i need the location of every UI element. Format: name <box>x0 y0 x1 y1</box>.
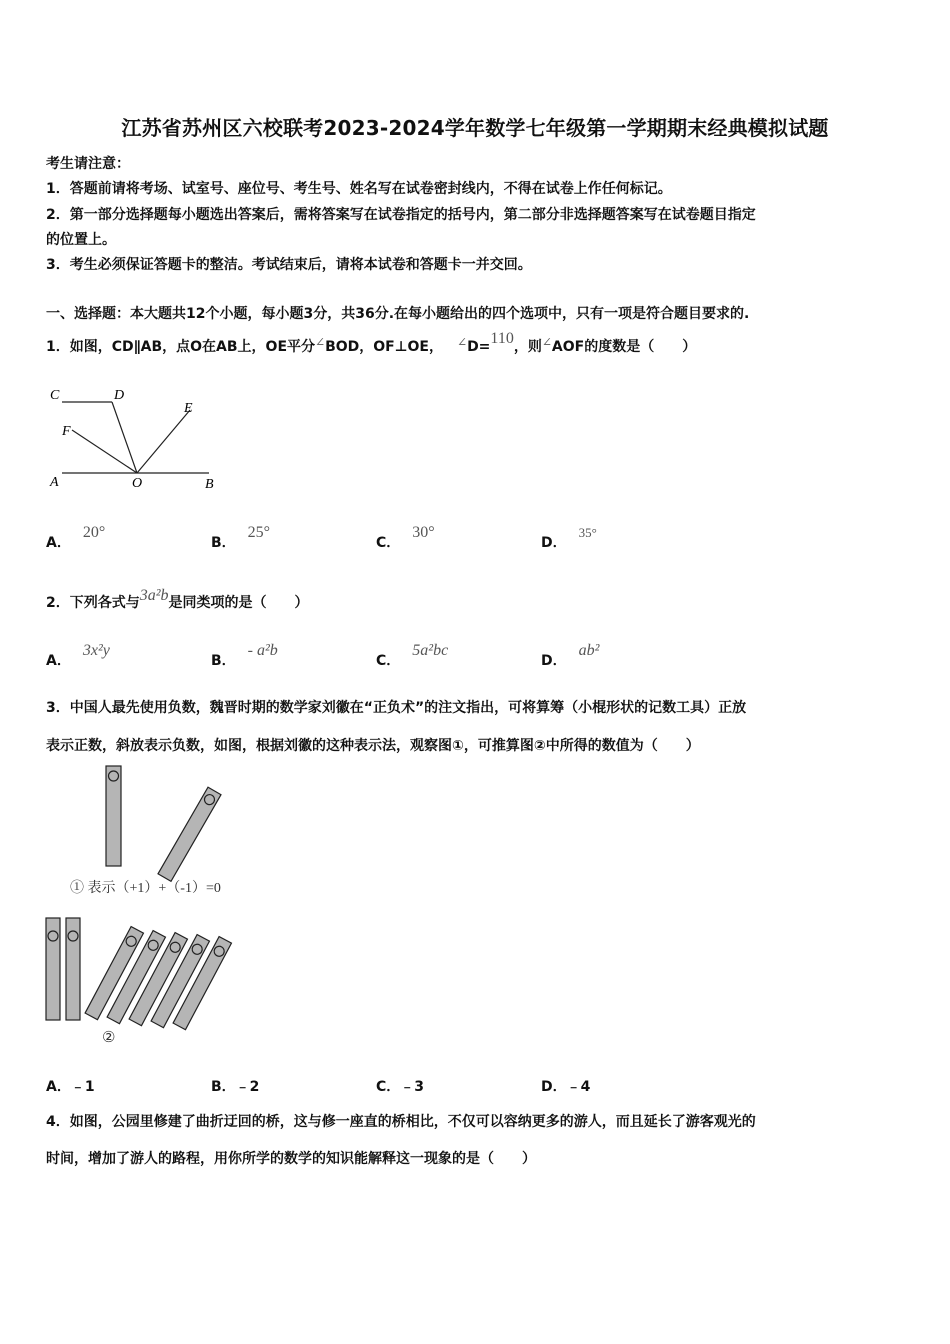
angle-symbol: ∠ <box>541 335 552 349</box>
q2-text-2: 是同类项的是（ ） <box>168 595 309 611</box>
angle-symbol: ∠ <box>315 335 326 349</box>
notice-item-2: 2．第一部分选择题每小题选出答案后，需将答案写在试卷指定的括号内，第二部分非选择题答案写在试卷题目指定 <box>46 207 756 223</box>
label-a: A <box>50 475 59 490</box>
q2-option-a[interactable]: A．3x²y <box>46 642 110 669</box>
question-3-line-1: 3．中国人最先使用负数，魏晋时期的数学家刘徽在“正负术”的注文指出，可将算筹（小棍形状的记数工具）正放 <box>46 700 747 716</box>
label-c: C <box>50 388 60 403</box>
q3-figure-2 <box>40 912 260 1047</box>
q3-option-c[interactable]: C．﹣3 <box>376 1079 425 1095</box>
angle-symbol: ∠ <box>457 335 468 349</box>
q2-option-b-value: - a²b <box>247 642 278 659</box>
q2-option-d-value: ab² <box>578 642 600 659</box>
notice-item-3: 3．考生必须保证答题卡的整洁。考试结束后，请将本试卷和答题卡一并交回。 <box>46 257 532 273</box>
q1-option-b[interactable]: B．25° <box>211 524 271 551</box>
q3-option-a-value: ﹣1 <box>70 1079 95 1095</box>
notice-heading: 考生请注意： <box>46 156 130 172</box>
figure-2-caption: ② <box>102 1030 116 1046</box>
q1-geometry-figure <box>44 380 234 495</box>
label-o: O <box>132 476 143 491</box>
section-heading: 一、选择题：本大题共12个小题，每小题3分，共36分.在每小题给出的四个选项中，只有一项是符合题目要求的. <box>46 306 750 322</box>
q1-option-d[interactable]: D．35° <box>541 525 597 551</box>
question-2-stem <box>46 585 309 611</box>
q2-option-c[interactable]: C．5a²bc <box>376 642 449 669</box>
q1-text-2: BOD，OF⊥OE， <box>325 339 443 355</box>
line-oe <box>137 410 190 473</box>
line-od <box>112 402 137 473</box>
q3-option-a[interactable]: A．﹣1 <box>46 1079 95 1095</box>
q1-text-3: D= <box>467 339 491 355</box>
question-1-stem <box>46 330 697 356</box>
q3-option-b[interactable]: B．﹣2 <box>211 1079 260 1095</box>
notice-item-2-cont: 的位置上。 <box>46 232 116 248</box>
q3-option-d-value: ﹣4 <box>566 1079 591 1095</box>
q2-option-b[interactable]: B．- a²b <box>211 642 278 669</box>
q2-option-d[interactable]: D．ab² <box>541 642 600 669</box>
q3-option-d[interactable]: D．﹣4 <box>541 1079 591 1095</box>
line-of <box>72 430 137 473</box>
q1-option-c-value: 30° <box>412 524 435 541</box>
q2-option-c-value: 5a²bc <box>412 642 449 659</box>
label-f: F <box>62 424 71 439</box>
figure-1-caption: ① 表示（+1）+（-1）=0 <box>70 881 221 896</box>
q2-text-1: 2．下列各式与 <box>46 595 140 611</box>
question-4-line-1: 4．如图，公园里修建了曲折迂回的桥，这与修一座直的桥相比，不仅可以容纳更多的游人，而且延长了游客观光的 <box>46 1114 756 1130</box>
q3-figure-1 <box>64 762 284 902</box>
notice-item-1: 1．答题前请将考场、试室号、座位号、考生号、姓名写在试卷密封线内，不得在试卷上作任何标记。 <box>46 181 672 197</box>
rod-slanted <box>158 787 221 881</box>
label-e: E <box>184 401 193 416</box>
label-d: D <box>114 388 125 403</box>
q1-option-c[interactable]: C．30° <box>376 524 435 551</box>
q1-option-a-value: 20° <box>82 524 106 541</box>
q1-text-1: 1．如图，CD∥AB，点O在AB上，OE平分 <box>46 339 316 355</box>
q3-option-c-value: ﹣3 <box>400 1079 425 1095</box>
q2-expression: 3a²b <box>139 587 169 604</box>
label-b: B <box>205 477 214 492</box>
q1-option-b-value: 25° <box>247 524 271 541</box>
q2-option-a-value: 3x²y <box>82 642 110 659</box>
page-title: 江苏省苏州区六校联考2023-2024学年数学七年级第一学期期末经典模拟试题 <box>121 116 829 140</box>
q1-angle-value: 110 <box>490 330 514 347</box>
q1-option-a[interactable]: A．20° <box>46 524 106 551</box>
question-4-line-2: 时间，增加了游人的路程，用你所学的数学的知识能解释这一现象的是（ ） <box>46 1151 536 1167</box>
question-3-line-2: 表示正数，斜放表示负数，如图，根据刘徽的这种表示法，观察图①，可推算图②中所得的数值为（ ） <box>46 738 700 754</box>
q1-text-5: AOF的度数是（ ） <box>551 339 697 355</box>
q3-option-b-value: ﹣2 <box>235 1079 260 1095</box>
q1-option-d-value: 35° <box>578 525 597 540</box>
q1-text-4: ，则 <box>513 339 542 355</box>
